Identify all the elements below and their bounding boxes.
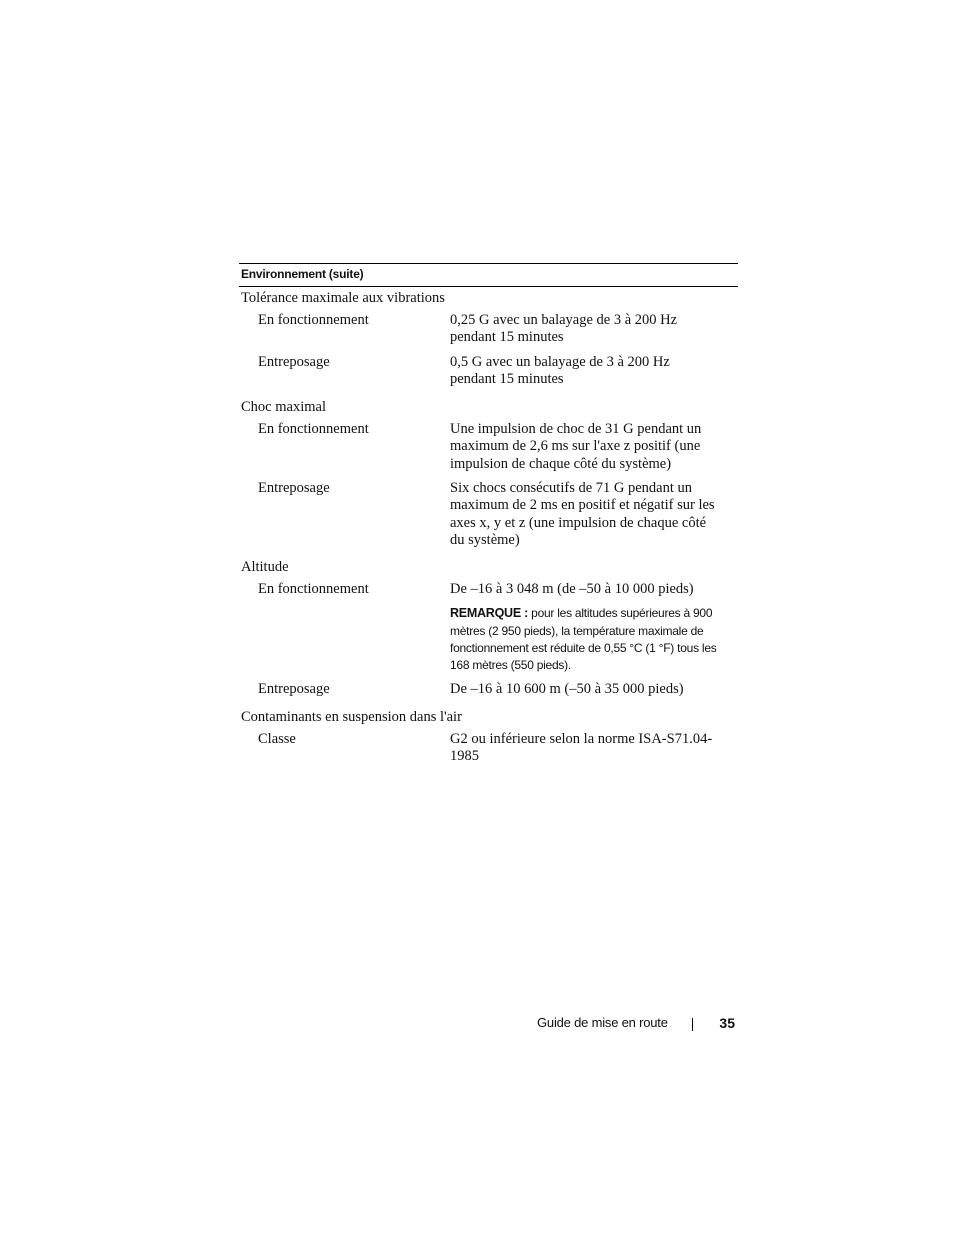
row-label: Entreposage bbox=[258, 480, 330, 496]
table-row bbox=[239, 312, 738, 354]
row-label: En fonctionnement bbox=[258, 312, 369, 328]
row-value: 0,5 G avec un balayage de 3 à 200 Hz pendant 15 minutes bbox=[450, 354, 670, 388]
note-text: pour les altitudes supérieures à 900 mètres (2 950 pieds), la température maximale de fonctionnement est réduite de 0,55 °C (1 °F) tous les 168 mètres (550 pieds). bbox=[450, 606, 717, 672]
row-label: En fonctionnement bbox=[258, 581, 369, 597]
environment-table bbox=[239, 263, 738, 773]
row-value: G2 ou inférieure selon la norme ISA-S71.04-1985 bbox=[450, 731, 713, 765]
footer-guide-title: Guide de mise en route bbox=[537, 1015, 668, 1030]
row-label: Entreposage bbox=[258, 354, 330, 370]
table-header: Environnement (suite) bbox=[239, 263, 738, 287]
section-vibration: Tolérance maximale aux vibrations bbox=[241, 290, 445, 306]
table-row bbox=[239, 731, 738, 773]
row-label: Classe bbox=[258, 731, 296, 747]
row-value: Six chocs consécutifs de 71 G pendant un maximum de 2 ms en positif et négatif sur les axes x, y et z (une impulsion de chaque côté du système) bbox=[450, 480, 715, 548]
table-body bbox=[239, 287, 738, 773]
row-value: De –16 à 10 600 m (–50 à 35 000 pieds) bbox=[450, 681, 684, 697]
page-number: 35 bbox=[719, 1015, 735, 1031]
footer-separator bbox=[692, 1018, 693, 1031]
row-label: En fonctionnement bbox=[258, 421, 369, 437]
note-label: REMARQUE : bbox=[450, 606, 529, 621]
section-contaminants: Contaminants en suspension dans l'air bbox=[241, 709, 462, 725]
page-footer bbox=[537, 1015, 738, 1035]
row-label: Entreposage bbox=[258, 681, 330, 697]
table-row bbox=[239, 480, 738, 556]
note bbox=[450, 605, 718, 674]
row-value: 0,25 G avec un balayage de 3 à 200 Hz pendant 15 minutes bbox=[450, 312, 678, 346]
table-row bbox=[239, 421, 738, 480]
altitude-operating-value: De –16 à 3 048 m (de –50 à 10 000 pieds) bbox=[450, 581, 694, 597]
section-altitude: Altitude bbox=[241, 559, 289, 575]
row-value bbox=[450, 581, 718, 681]
row-value: Une impulsion de choc de 31 G pendant un maximum de 2,6 ms sur l'axe z positif (une impulsion de chaque côté du système) bbox=[450, 421, 702, 472]
table-row bbox=[239, 581, 738, 681]
section-shock: Choc maximal bbox=[241, 399, 326, 415]
table-row bbox=[239, 354, 738, 396]
table-row bbox=[239, 681, 738, 706]
